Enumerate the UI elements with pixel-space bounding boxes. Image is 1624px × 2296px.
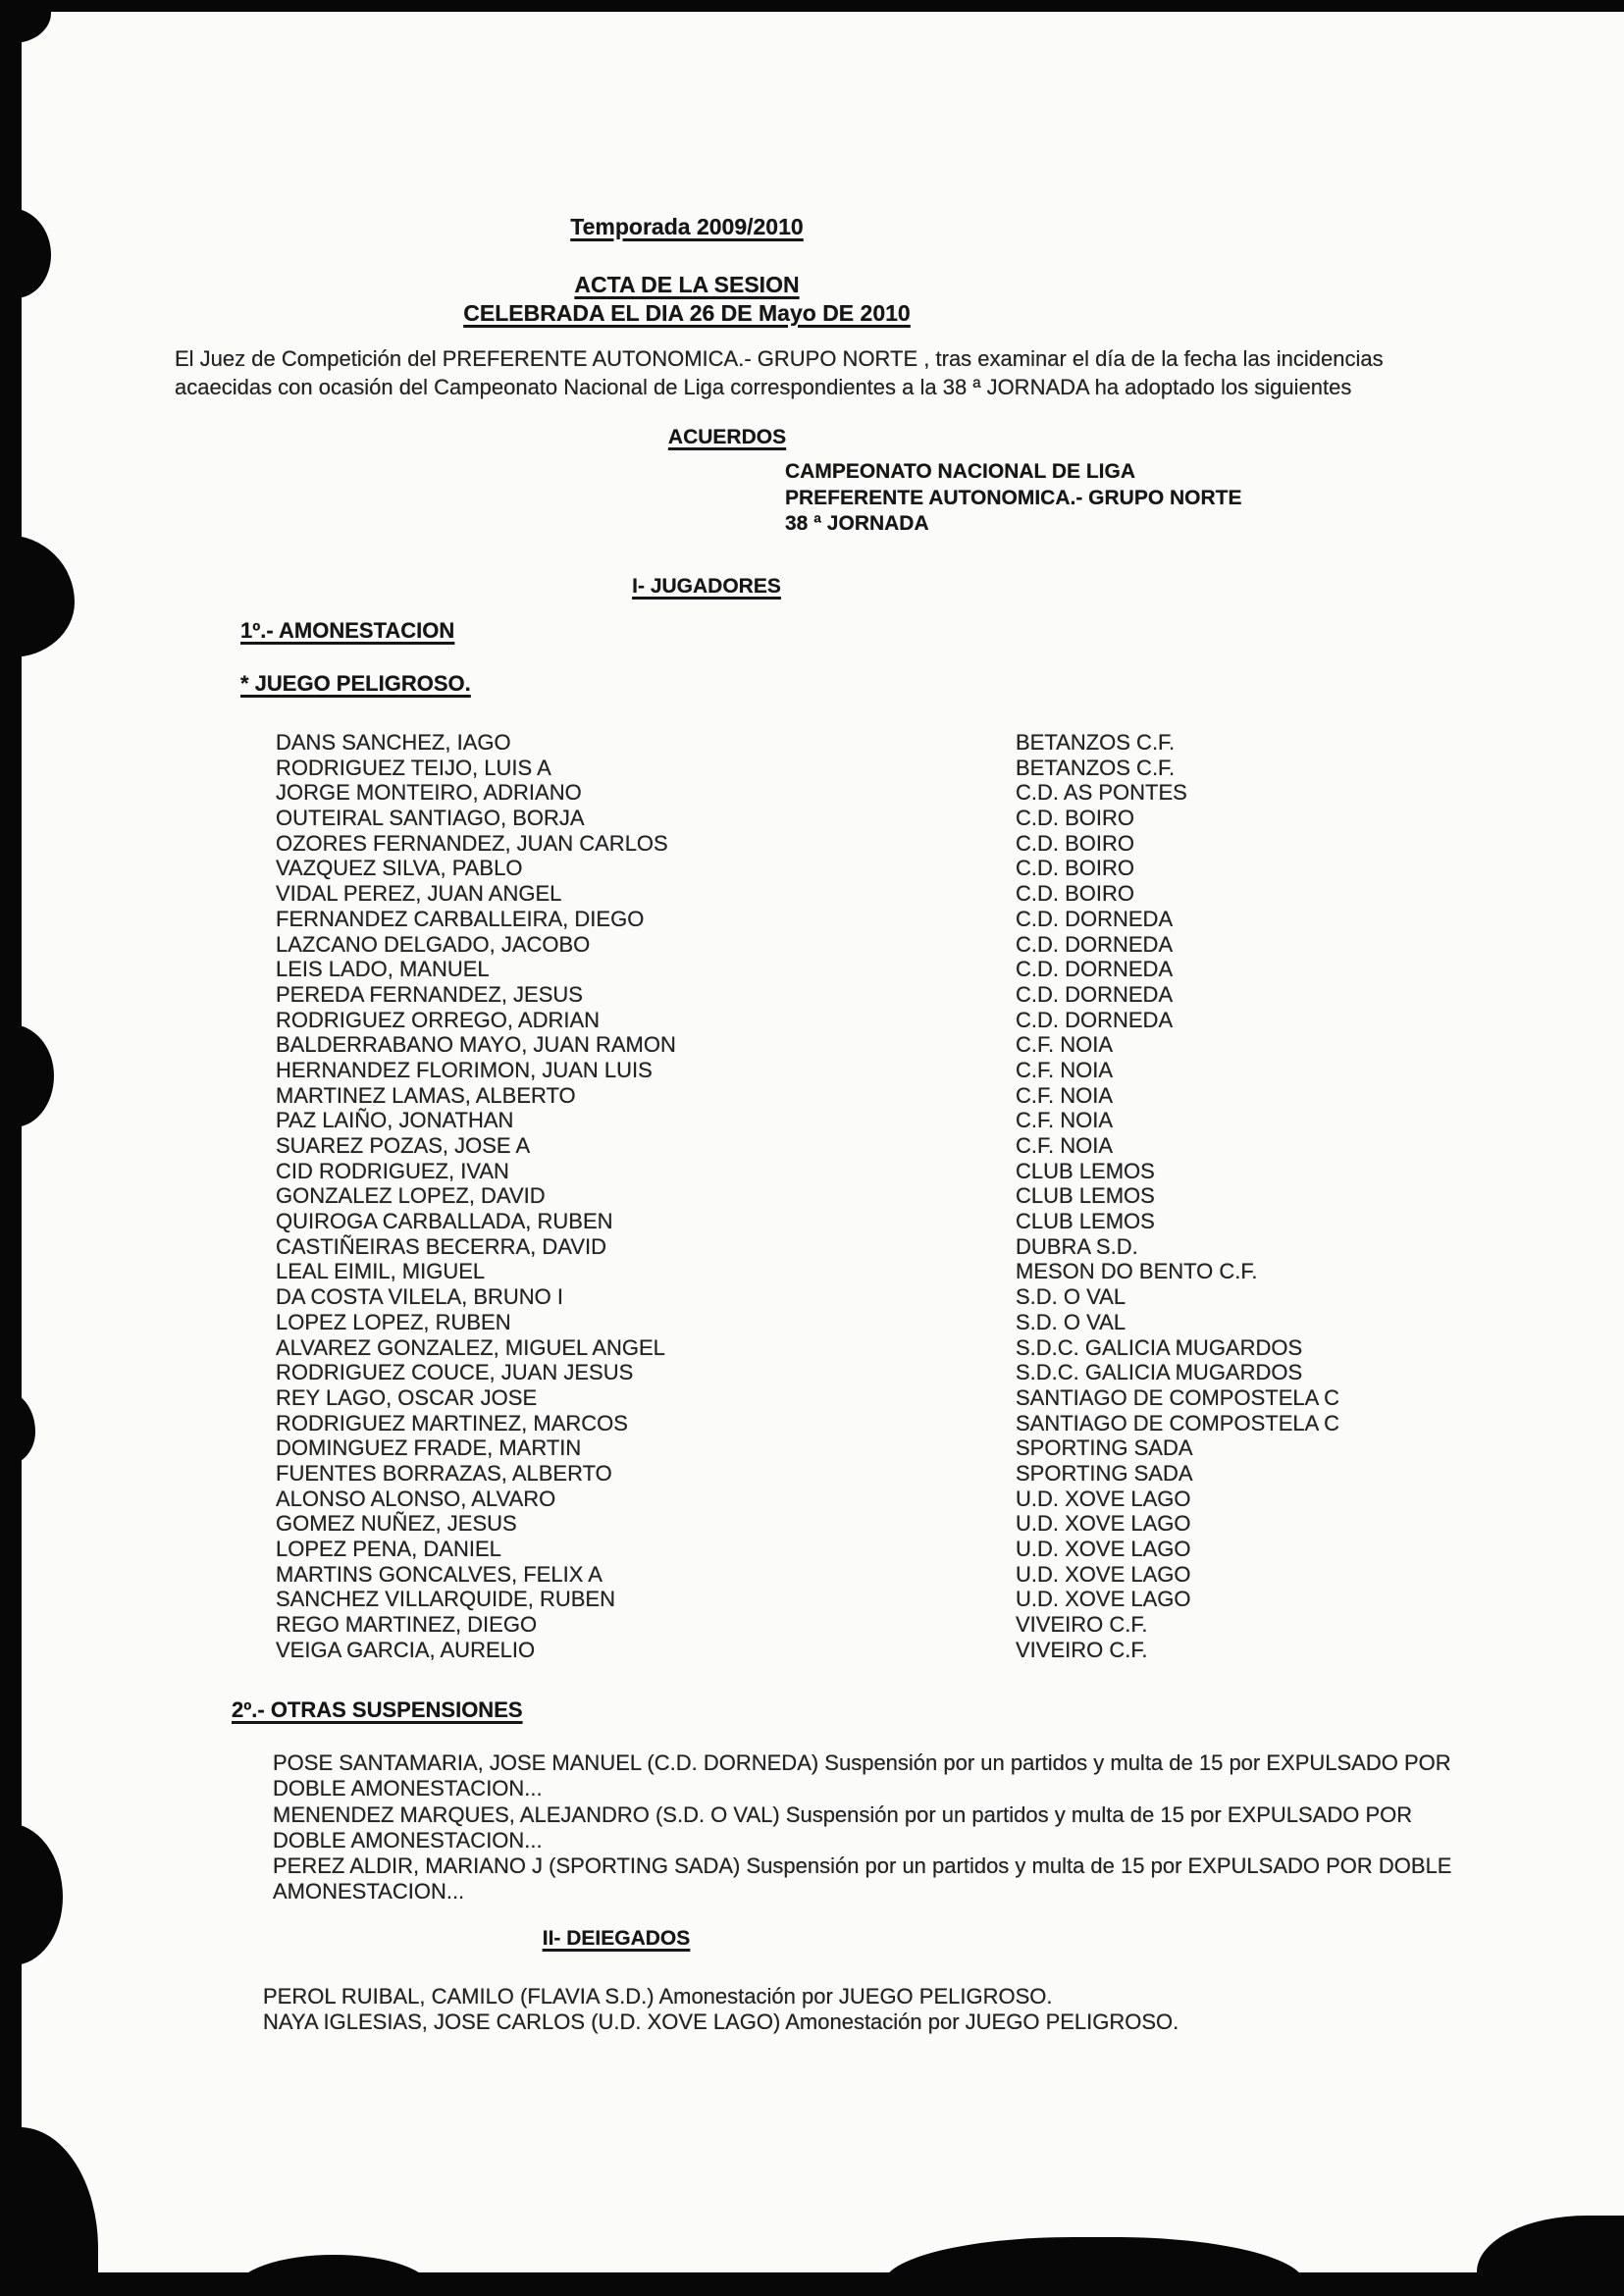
suspension-entry [273,1802,1548,1854]
player-club: C.D. AS PONTES [1016,780,1187,806]
player-row [276,730,1512,756]
player-club: DUBRA S.D. [1016,1233,1138,1259]
player-club: S.D. O VAL [1016,1309,1126,1334]
player-name: DA COSTA VILELA, BRUNO I [276,1284,564,1310]
player-club: C.F. NOIA [1016,1057,1114,1082]
player-club: C.D. BOIRO [1016,806,1135,831]
player-club: VIVEIRO C.F. [1016,1612,1148,1638]
championship-line1: CAMPEONATO NACIONAL DE LIGA [785,460,1136,483]
player-club: S.D.C. GALICIA MUGARDOS [1016,1334,1303,1360]
player-row [276,831,1512,857]
player-row [276,1537,1512,1562]
intro-line1: El Juez de Competición del PREFERENTE AUTONOMICA.- GRUPO NORTE , tras examinar el día de la fecha las incidencias [175,346,1384,371]
otras-suspensiones-heading: 2º.- OTRAS SUSPENSIONES [232,1697,523,1722]
player-row [276,1284,1512,1310]
championship-line3: 38 ª JORNADA [785,512,929,535]
player-row [276,1587,1512,1612]
amonestacion-heading: 1º.- AMONESTACION [240,618,455,643]
player-row [276,907,1512,932]
player-club: SANTIAGO DE COMPOSTELA C [1016,1410,1340,1435]
player-row [276,1411,1512,1436]
player-name: LAZCANO DELGADO, JACOBO [276,931,591,957]
suspension-line1: MENENDEZ MARQUES, ALEJANDRO (S.D. O VAL) Suspensión por un partidos y multa de 15 por EXPULSADO POR [273,1801,1413,1827]
player-row [276,756,1512,781]
delegados-list [263,1984,1539,2036]
player-name: JORGE MONTEIRO, ADRIANO [276,780,582,806]
player-club: C.F. NOIA [1016,1133,1114,1158]
player-club: C.D. BOIRO [1016,881,1135,907]
player-name: FUENTES BORRAZAS, ALBERTO [276,1460,612,1486]
player-row [276,982,1512,1008]
jugadores-heading: I- JUGADORES [632,575,781,598]
intro-line2: acaecidas con ocasión del Campeonato Nacional de Liga correspondientes a la 38 ª JORNADA ha adoptado los siguientes [175,374,1352,399]
player-row [276,1461,1512,1487]
player-row [276,1360,1512,1385]
player-name: RODRIGUEZ ORREGO, ADRIAN [276,1007,601,1032]
session-title-line1: ACTA DE LA SESION [574,272,800,297]
player-row [276,1008,1512,1033]
player-name: MARTINS GONCALVES, FELIX A [276,1561,602,1587]
player-club: C.D. BOIRO [1016,830,1135,856]
player-row [276,1638,1512,1663]
player-club: BETANZOS C.F. [1016,755,1176,780]
player-name: RODRIGUEZ MARTINEZ, MARCOS [276,1410,628,1435]
player-row [276,1562,1512,1588]
suspension-line1: POSE SANTAMARIA, JOSE MANUEL (C.D. DORNEDA) Suspensión por un partidos y multa de 15 por EXPULSADO POR [273,1750,1451,1775]
player-club: MESON DO BENTO C.F. [1016,1259,1258,1284]
player-club: U.D. XOVE LAGO [1016,1486,1191,1511]
player-name: PEREDA FERNANDEZ, JESUS [276,981,583,1007]
player-row [276,932,1512,958]
player-row [276,1435,1512,1461]
player-name: LEIS LADO, MANUEL [276,957,490,982]
player-name: GOMEZ NUÑEZ, JESUS [276,1511,517,1537]
torn-edge-top [0,0,1624,12]
player-row [276,1612,1512,1638]
player-row [276,806,1512,831]
session-title [196,271,1178,328]
player-row [276,1133,1512,1159]
player-name: REY LAGO, OSCAR JOSE [276,1384,538,1410]
delegado-entry: PEROL RUIBAL, CAMILO (FLAVIA S.D.) Amonestación por JUEGO PELIGROSO. [263,1984,1053,2009]
player-row [276,1032,1512,1058]
player-name: RODRIGUEZ COUCE, JUAN JESUS [276,1360,634,1385]
player-name: LOPEZ PENA, DANIEL [276,1537,501,1561]
player-row [276,1259,1512,1284]
player-name: VIDAL PEREZ, JUAN ANGEL [276,881,562,907]
player-name: MARTINEZ LAMAS, ALBERTO [276,1082,576,1108]
player-name: OZORES FERNANDEZ, JUAN CARLOS [276,830,668,856]
championship-block [785,459,1295,538]
player-club: U.D. XOVE LAGO [1016,1537,1191,1561]
player-name: LEAL EIMIL, MIGUEL [276,1259,486,1284]
player-name: OUTEIRAL SANTIAGO, BORJA [276,806,585,831]
player-name: DOMINGUEZ FRADE, MARTIN [276,1435,582,1461]
player-club: S.D. O VAL [1016,1284,1126,1310]
player-club: CLUB LEMOS [1016,1183,1155,1209]
player-club: C.D. DORNEDA [1016,906,1174,931]
player-row [276,1183,1512,1209]
player-club: VIVEIRO C.F. [1016,1637,1148,1662]
player-row [276,1234,1512,1260]
player-sanctions-list [276,730,1512,1662]
player-name: VAZQUEZ SILVA, PABLO [276,856,523,881]
suspension-line2: AMONESTACION... [273,1879,465,1905]
player-club: S.D.C. GALICIA MUGARDOS [1016,1360,1303,1385]
player-club: BETANZOS C.F. [1016,730,1176,755]
player-row [276,1108,1512,1133]
player-club: U.D. XOVE LAGO [1016,1511,1191,1537]
player-row [276,1310,1512,1335]
player-row [276,1335,1512,1361]
player-row [276,1385,1512,1411]
suspension-entry [273,1853,1548,1905]
player-row [276,957,1512,982]
player-row [276,1083,1512,1109]
suspension-line2: DOBLE AMONESTACION... [273,1776,543,1801]
suspension-line2: DOBLE AMONESTACION... [273,1827,543,1852]
player-club: C.F. NOIA [1016,1108,1114,1133]
player-club: C.D. DORNEDA [1016,981,1174,1007]
player-club: C.D. DORNEDA [1016,931,1174,957]
juego-peligroso-heading: * JUEGO PELIGROSO. [240,671,471,696]
player-club: U.D. XOVE LAGO [1016,1561,1191,1587]
player-name: CID RODRIGUEZ, IVAN [276,1158,509,1183]
player-name: REGO MARTINEZ, DIEGO [276,1612,538,1638]
player-club: SANTIAGO DE COMPOSTELA C [1016,1384,1340,1410]
player-name: SANCHEZ VILLARQUIDE, RUBEN [276,1587,615,1612]
player-name: CASTIÑEIRAS BECERRA, DAVID [276,1233,606,1259]
suspension-entry [273,1750,1548,1802]
player-row [276,1487,1512,1512]
player-club: SPORTING SADA [1016,1460,1193,1486]
player-row [276,1159,1512,1184]
delegados-heading: II- DEIEGADOS [542,1927,691,1950]
player-name: DANS SANCHEZ, IAGO [276,730,511,755]
player-row [276,856,1512,881]
player-name: LOPEZ LOPEZ, RUBEN [276,1309,511,1334]
player-name: FERNANDEZ CARBALLEIRA, DIEGO [276,906,645,931]
acuerdos-heading: ACUERDOS [667,426,787,448]
player-name: VEIGA GARCIA, AURELIO [276,1637,536,1662]
player-name: RODRIGUEZ TEIJO, LUIS A [276,755,551,780]
player-club: U.D. XOVE LAGO [1016,1587,1191,1612]
player-club: C.D. DORNEDA [1016,957,1174,982]
player-name: PAZ LAIÑO, JONATHAN [276,1108,514,1133]
player-name: BALDERRABANO MAYO, JUAN RAMON [276,1032,676,1058]
player-name: ALVAREZ GONZALEZ, MIGUEL ANGEL [276,1334,665,1360]
player-club: CLUB LEMOS [1016,1209,1155,1234]
player-club: C.F. NOIA [1016,1032,1114,1058]
player-club: C.F. NOIA [1016,1082,1114,1108]
player-name: HERNANDEZ FLORIMON, JUAN LUIS [276,1057,653,1082]
suspension-line1: PEREZ ALDIR, MARIANO J (SPORTING SADA) Suspensión por un partidos y multa de 15 por EXPULSADO POR DOBLE [273,1853,1452,1879]
player-row [276,881,1512,907]
player-row [276,780,1512,806]
player-club: SPORTING SADA [1016,1435,1193,1461]
season-title: Temporada 2009/2010 [570,214,804,239]
session-title-line2: CELEBRADA EL DIA 26 DE Mayo DE 2010 [463,300,911,326]
intro-paragraph [175,345,1509,401]
player-club: C.D. BOIRO [1016,856,1135,881]
suspensions-list [273,1750,1548,1905]
player-row [276,1209,1512,1234]
player-club: C.D. DORNEDA [1016,1007,1174,1032]
player-club: CLUB LEMOS [1016,1158,1155,1183]
delegado-entry: NAYA IGLESIAS, JOSE CARLOS (U.D. XOVE LAGO) Amonestación por JUEGO PELIGROSO. [263,2009,1179,2035]
player-name: SUAREZ POZAS, JOSE A [276,1133,531,1158]
player-row [276,1058,1512,1083]
championship-line2: PREFERENTE AUTONOMICA.- GRUPO NORTE [785,486,1242,509]
player-row [276,1511,1512,1537]
player-name: ALONSO ALONSO, ALVARO [276,1486,556,1511]
player-name: QUIROGA CARBALLADA, RUBEN [276,1209,613,1234]
player-name: GONZALEZ LOPEZ, DAVID [276,1183,546,1209]
